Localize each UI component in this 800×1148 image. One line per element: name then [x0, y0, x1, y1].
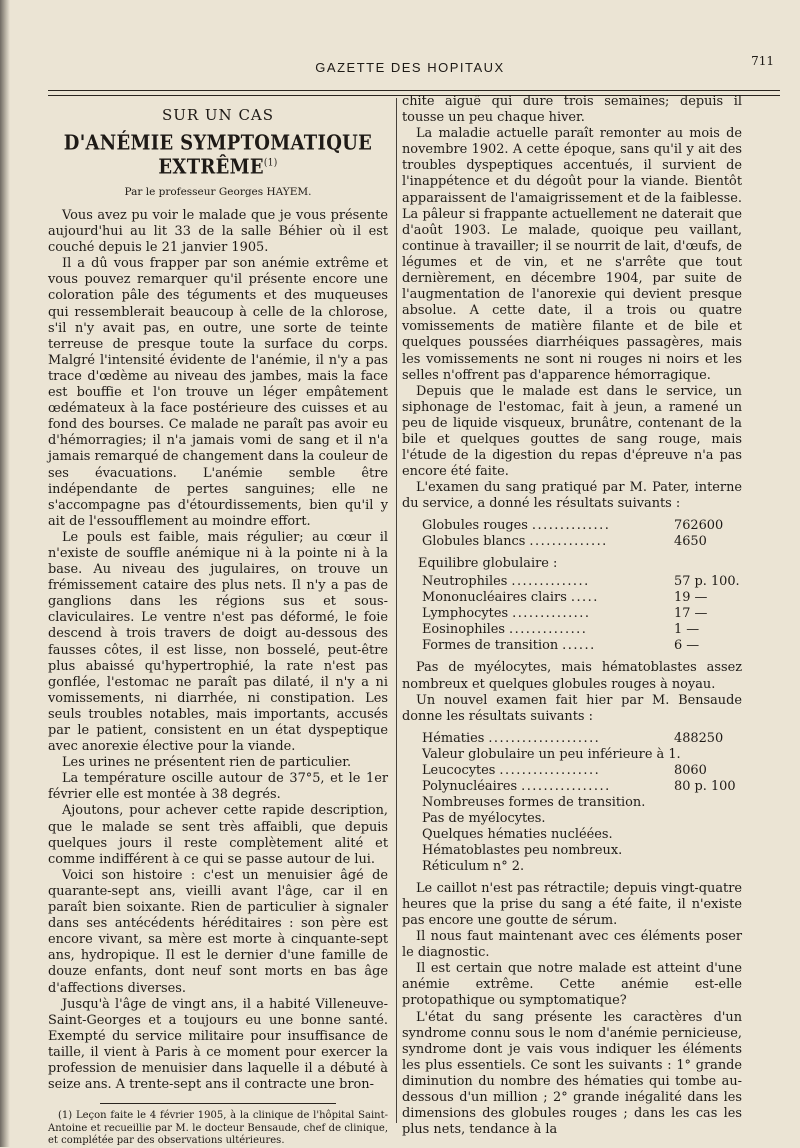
right-column	[402, 94, 742, 1138]
result-note: Quelques hématies nucléées.	[422, 826, 613, 842]
paragraph: chite aiguë qui dure trois semaines; depuis il tousse un peu chaque hiver.	[402, 94, 742, 126]
paragraph: Le pouls est faible, mais régulier; au cœur il n'existe de souffle anémique ni à la pointe ni à la base. Au niveau des jugulaires, on trouve un frémissement cataire des plus nets. Il n'y a pas de ganglions dans les régions sus et sous-claviculaires. Le ventre n'est pas déformé, le foie descend à trois travers de doigt au-dessous des fausses côtes, il est lisse, non bosselé, peut-être plus abaissé qu'hypertrophié, la rate n'est pas gonflée, l'estomac ne paraît pas dilaté, il n'y a ni vomissements, ni diarrhée, ni constipation. Les seuls troubles notables, mais importants, accusés par le patient, consistent en un état dyspeptique avec anorexie élective pour la viande.	[48, 529, 388, 755]
leader-dots: ......	[562, 638, 596, 654]
footnote: (1) Leçon faite le 4 février 1905, à la clinique de l'hôpital Saint-Antoine et recueillie par M. le docteur Bensaude, chef de clinique, et complétée par des observations ultérieures.	[48, 1110, 388, 1147]
result-row	[422, 534, 742, 550]
result-row	[422, 763, 742, 779]
paragraph: Vous avez pu voir le malade que je vous présente aujourd'hui au lit 33 de la salle Béhier où il est couché depuis le 21 janvier 1905.	[48, 208, 388, 256]
paragraph: Ajoutons, pour achever cette rapide description, que le malade se sent très affaibli, que depuis quelques jours il reste complètement alité et comme indifférent à ce qui se passe autour de lui.	[48, 803, 388, 867]
result-value: 80 p. 100	[674, 778, 736, 794]
result-row	[422, 518, 742, 534]
result-label: Globules blancs	[422, 534, 526, 550]
leader-dots: ..............	[509, 622, 588, 638]
leader-dots: ..................	[499, 762, 601, 778]
formula-heading: Equilibre globulaire :	[418, 556, 558, 572]
result-label: Hématies	[422, 730, 485, 746]
result-label: Lymphocytes	[422, 606, 509, 622]
paragraph: Jusqu'à l'âge de vingt ans, il a habité Villeneuve-Saint-Georges et a toujours eu une bonne santé. Exempté du service militaire pour insuffisance de taille, il vient à Paris à ce moment pour exercer la profession de menuisier dans laquelle il a débuté à seize ans. A trente-sept ans il contracte une bron-	[48, 996, 388, 1093]
result-value: 1 —	[674, 622, 700, 638]
leader-dots: ..............	[511, 574, 590, 590]
paragraph: Un nouvel examen fait hier par M. Bensaude donne les résultats suivants :	[402, 692, 742, 724]
blood-exam-results-2	[422, 731, 742, 875]
result-value: 8060	[674, 762, 707, 778]
left-column	[48, 98, 388, 1148]
article-kicker: SUR UN CAS	[161, 106, 275, 124]
result-row	[422, 590, 742, 606]
paragraph: La température oscille autour de 37°5, et le 1er février elle est montée à 38 degrés.	[48, 771, 388, 803]
result-note: Hématoblastes peu nombreux.	[422, 842, 623, 858]
result-value: 4650	[674, 534, 707, 550]
paragraph: Le caillot n'est pas rétractile; depuis vingt-quatre heures que la prise du sang a été faite, il n'existe pas encore une goutte de sérum.	[402, 880, 742, 928]
page-number: 711	[751, 54, 774, 68]
leader-dots: ..............	[512, 606, 591, 622]
paragraph: Il nous faut maintenant avec ces éléments poser le diagnostic.	[402, 929, 742, 961]
result-note: Réticulum n° 2.	[422, 858, 525, 874]
result-row	[422, 606, 742, 622]
paragraph: L'examen du sang pratiqué par M. Pater, interne du service, a donné les résultats suivants :	[402, 480, 742, 512]
paragraph: Il a dû vous frapper par son anémie extrême et vous pouvez remarquer qu'il présente encore une coloration pâle des téguments et des muqueuses qui ressemblerait beaucoup à celle de la chlorose, s'il n'y avait pas, en outre, une sorte de teinte terreuse de presque toute la surface du corps. Malgré l'intensité évidente de l'anémie, il n'y a pas trace d'œdème au niveau des jambes, mais la face est bouffie et l'on trouve un léger empâtement œdémateux à la face postérieure des cuisses et au fond des bourses. Ce malade ne paraît pas avoir eu d'hémorragies; il n'a jamais vomi de sang et il n'a jamais remarqué de changement dans la couleur de ses évacuations. L'anémie semble être indépendante de pertes sanguines; elle ne s'accompagne pas d'étourdissements, bien qu'il y ait de l'essoufflement au moindre effort.	[48, 256, 388, 529]
result-row	[422, 574, 742, 590]
result-label: Neutrophiles	[422, 574, 508, 590]
leader-dots: ..............	[531, 518, 611, 534]
result-value: 57 p. 100.	[674, 574, 740, 590]
article-title-text: D'ANÉMIE SYMPTOMATIQUE EXTRÊME	[63, 130, 373, 180]
result-value: 488250	[674, 730, 724, 746]
result-row	[422, 622, 742, 638]
result-note: Pas de myélocytes.	[422, 810, 546, 826]
result-label: Leucocytes	[422, 762, 496, 778]
paragraph: Voici son histoire : c'est un menuisier âgé de quarante-sept ans, vieilli avant l'âge, car il en paraît bien soixante. Rien de particulier à signaler dans ses antécédents héréditaires : son père est encore vivant, sa mère est morte à cinquante-sept ans, hydropique. Il est le dernier d'une famille de douze enfants, dont neuf sont morts en bas âge d'affections diverses.	[48, 867, 388, 996]
footnote-ref: (1)	[263, 157, 278, 169]
result-value: 762600	[674, 518, 724, 534]
result-row	[422, 731, 742, 747]
column-divider	[396, 98, 397, 1123]
header-rule	[48, 90, 780, 91]
paragraph: Depuis que le malade est dans le service, un siphonage de l'estomac, fait à jeun, a ramené un peu de liquide visqueux, brunâtre, contenant de la bile et quelques gouttes de sang rouge, mais l'étude de la digestion du repas d'épreuve n'a pas encore été faite.	[402, 383, 742, 480]
page-header	[40, 54, 780, 90]
result-label: Eosinophiles	[422, 622, 506, 638]
blood-exam-results	[418, 518, 742, 654]
journal-title: GAZETTE DES HOPITAUX	[315, 60, 505, 75]
result-label: Mononucléaires clairs	[422, 590, 567, 606]
article-title	[48, 131, 388, 179]
result-row	[422, 779, 742, 795]
result-value: 17 —	[674, 606, 708, 622]
result-value: 6 —	[674, 638, 700, 654]
leader-dots: ..............	[529, 534, 608, 550]
result-value: 19 —	[674, 590, 708, 606]
paragraph: La maladie actuelle paraît remonter au mois de novembre 1902. A cette époque, sans qu'il y ait des troubles dyspeptiques accentués, il survient de l'inappétence et du dégoût pour la viande. Bientôt apparaissent de l'amaigrissement et de la faiblesse. La pâleur si frappante actuellement ne daterait que d'août 1903. Le malade, quoique peu vaillant, continue à travailler; il se nourrit de lait, d'œufs, de légumes et de vin, et ne s'arrête que tout dernièrement, en décembre 1904, par suite de l'augmentation de l'anorexie qui devient presque absolue. A cette date, il a trois ou quatre vomissements de matière filante et de bile et quelques poussées diarrhéiques passagères, mais les vomissements ne sont ni rouges ni noirs et les selles n'offrent pas d'apparence hémorragique.	[402, 126, 742, 383]
byline: Par le professeur Georges HAYEM.	[124, 186, 312, 198]
result-label: Globules rouges	[422, 518, 528, 534]
result-note: Valeur globulaire un peu inférieure à 1.	[422, 746, 681, 762]
leader-dots: ................	[521, 778, 611, 794]
result-note: Nombreuses formes de transition.	[422, 794, 646, 810]
result-row	[422, 638, 742, 654]
paragraph: Les urines ne présentent rien de particulier.	[62, 755, 352, 771]
paragraph: Il est certain que notre malade est atteint d'une anémie extrême. Cette anémie est-elle protopathique ou symptomatique?	[402, 961, 742, 1009]
paragraph: L'état du sang présente les caractères d'un syndrome connu sous le nom d'anémie pernicieuse, syndrome dont je vais vous indiquer les éléments les plus essentiels. Ce sont les suivants : 1° grande diminution du nombre des hématies qui tombe au-dessous d'un million ; 2° grande inégalité dans les dimensions des globules rouges ; dans les cas les plus nets, tendance à la	[402, 1009, 742, 1138]
leader-dots: ....................	[488, 730, 601, 746]
result-label: Polynucléaires	[422, 778, 518, 794]
result-label: Formes de transition	[422, 638, 559, 654]
footnote-rule	[100, 1103, 336, 1104]
paragraph: Pas de myélocytes, mais hématoblastes assez nombreux et quelques globules rouges à noyau.	[402, 660, 742, 692]
leader-dots: .....	[570, 590, 599, 606]
binding-edge	[0, 0, 10, 1147]
